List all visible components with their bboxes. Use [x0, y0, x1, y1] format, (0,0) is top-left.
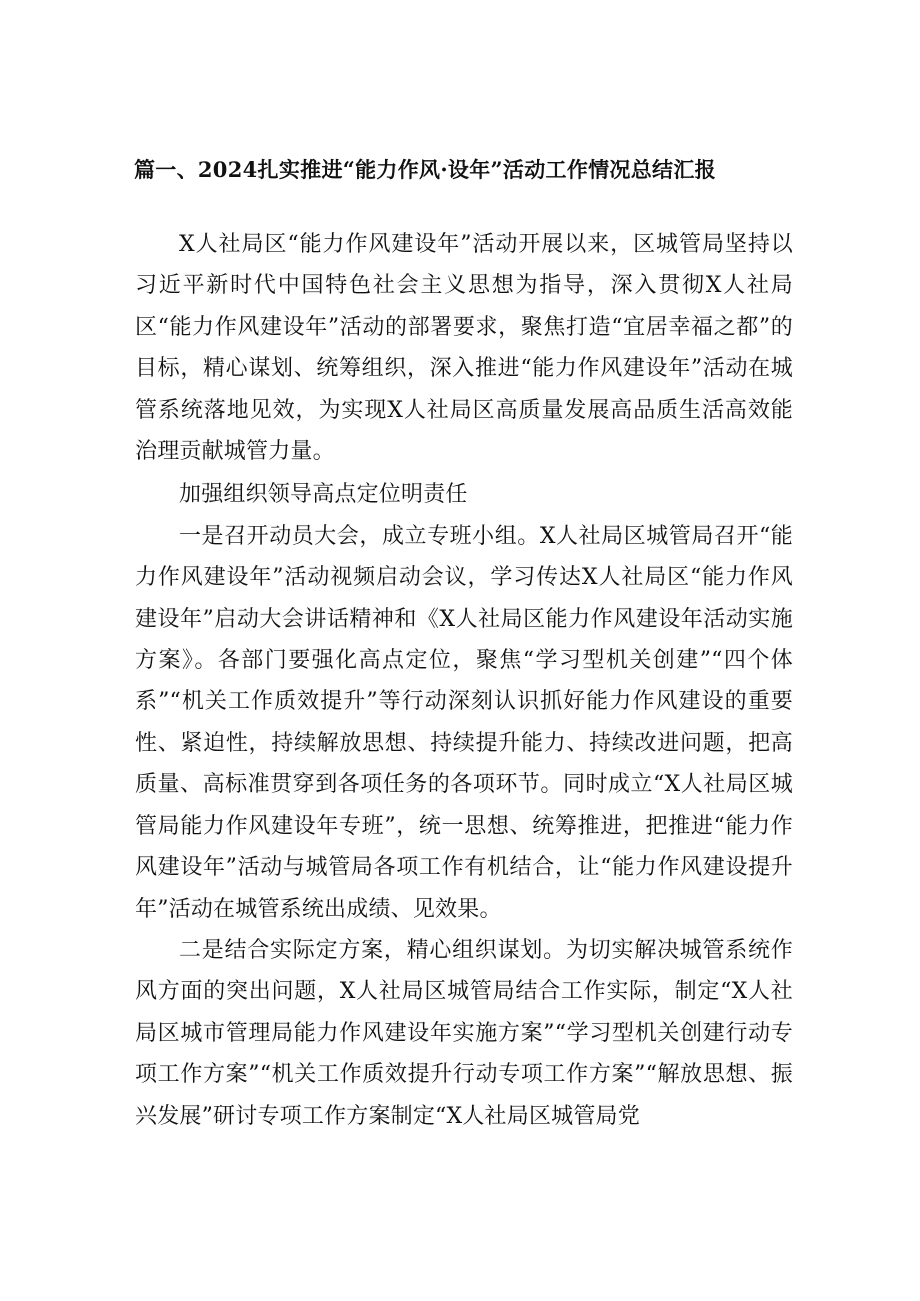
intro-paragraph: X人社局区“能力作风建设年”活动开展以来，区城管局坚持以习近平新时代中国特色社会主义思想为指导，深入贯彻X人社局区“能力作风建设年”活动的部署要求，聚焦打造“宜居幸福之都”的目标，精心谋划、统筹组织，深入推进“能力作风建设年”活动在城管系统落地见效，为实现X人社局区高质量发展高品质生活高效能治理贡献城管力量。: [135, 232, 793, 465]
section-heading: 加强组织领导高点定位明责任: [179, 482, 468, 508]
body-paragraph-2: 二是结合实际定方案，精心组织谋划。为切实解决城管系统作风方面的突出问题，X人社局区城管局结合工作实际，制定“X人社局区城市管理局能力作风建设年实施方案”“学习型机关创建行动专项工作方案”“机关工作质效提升行动专项工作方案”“解放思想、振兴发展”研讨专项工作方案制定“X人社局区城管局党: [135, 937, 793, 1129]
document-body: [135, 224, 793, 1137]
body-paragraph-1: 一是召开动员大会，成立专班小组。X人社局区城管局召开“能力作风建设年”活动视频启动会议，学习传达X人社局区“能力作风建设年”启动大会讲话精神和《X人社局区能力作风建设年活动实施方案》。各部门要强化高点定位，聚焦“学习型机关创建”“四个体系”“机关工作质效提升”等行动深刻认识抓好能力作风建设的重要性、紧迫性，持续解放思想、持续提升能力、持续改进问题，把高质量、高标准贯穿到各项任务的各项环节。同时成立“X人社局区城管局能力作风建设年专班”，统一思想、统筹推进，把推进“能力作风建设年”活动与城管局各项工作有机结合，让“能力作风建设提升年”活动在城管系统出成绩、见效果。: [135, 523, 793, 922]
document-title: 篇一、2024扎实推进“能力作风·设年”活动工作情况总结汇报: [134, 157, 716, 182]
